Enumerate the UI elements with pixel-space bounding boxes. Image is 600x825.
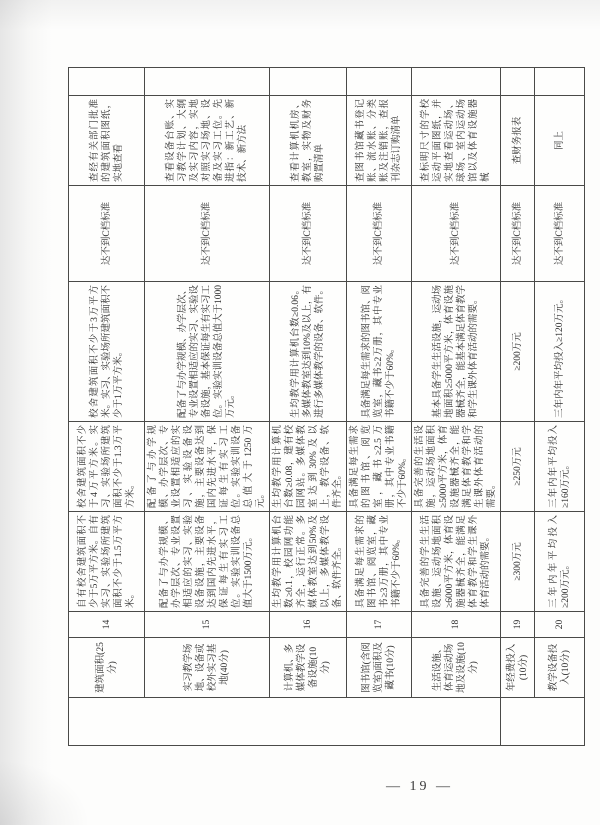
verification-method-cell: 查看计算机机房、教室，实物及财务购置清单 (270, 96, 347, 186)
grade-a-cell: 具备完善的学生生活设施、运动场地面积≥6000平方米，体育设施器械齐全，能满足体育教学和学生课外体育活动的需要。 (412, 512, 501, 612)
indicator-cell: 年经费投入(10分) (501, 638, 535, 698)
grade-c-cell: 校舍建筑面积不少于3万平方米。实习、实验场所建筑面积不少于1万平方米。 (69, 282, 145, 422)
below-c-standard-cell: 达不到C档标准 (145, 186, 270, 282)
scan-shadow-top (0, 0, 600, 30)
verification-method-cell: 查看设备台账、实习教学计划、大纲及实习内容，实地对照实习场地、设备及实习工位。先进指：新工艺、新技术、新方法 (145, 96, 270, 186)
row-number-cell: 17 (347, 612, 412, 638)
grade-b-cell: 具备完善的生活设施，运动场地面积≥5000平方米，体育设施器械齐全，能满足体育教学和学生课外体育活动的需要。 (412, 422, 501, 512)
verification-method-cell: 同上 (535, 96, 585, 186)
grade-c-cell: 基本具备学生生活设施，运动场地面积≥5000平方米，体育设施器械齐全，能基本满足体育教学和学生课外体育活动的需要。 (412, 282, 501, 422)
remarks-cell (347, 68, 412, 96)
remarks-cell (501, 68, 535, 96)
indicator-cell: 计算机、多媒体教学设备设施(10分) (270, 638, 347, 698)
below-c-standard-cell: 达不到C档标准 (69, 186, 145, 282)
row-number-cell: 20 (535, 612, 585, 638)
grade-a-cell: ≥300万元 (501, 512, 535, 612)
remarks-cell (535, 68, 585, 96)
scan-shadow-corner (0, 760, 90, 825)
below-c-standard-cell: 达不到C档标准 (501, 186, 535, 282)
verification-method-cell: 查标明尺寸的学校运动平面图纸，并实地查看运动场、球场、室内运动场馆以及体育设施器械 (412, 96, 501, 186)
grade-a-cell: 三年内年平均投入≥200万元。 (535, 512, 585, 612)
indicator-cell: 图书馆(含阅览室)面积及藏书(10分) (347, 638, 412, 698)
table-row-20 (535, 68, 585, 746)
remarks-cell (270, 68, 347, 96)
row-number-cell: 19 (501, 612, 535, 638)
grade-c-cell: 三年内年平均投入≥120万元。 (535, 282, 585, 422)
grade-a-cell: 生均教学用计算机台数≥0.1，校园网功能齐全，运行正常。多媒体教室达到50%及以上，多媒体教学设备、软件齐全。 (270, 512, 347, 612)
grade-b-cell: 配备了与办学规模、办学层次、专业设置相适应的实习、实验设备设施，主要设备达到国内先进水平，保证每生有实习工位。实验实训设备总值大于1250万元。 (145, 422, 270, 512)
grade-c-cell: 生均教学用计算机台数≥0.06。多媒体教室达到10%及以上，有进行多媒体教学的设备、软件。 (270, 282, 347, 422)
below-c-standard-cell: 达不到C档标准 (535, 186, 585, 282)
grade-a-cell: 配备了与办学规模、办学层次、专业设置相适应的实习、实验设备设施，主要设备达到国内先进水平，保证每生有实习工位。实验实训设备总值大于1500万元。 (145, 512, 270, 612)
grade-b-cell: 具备满足每生需求的图书馆、阅览室，藏书≥2.5万册，其中专业书籍不少于60%。 (347, 422, 412, 512)
grade-b-cell: 校舍建筑面积不少于4万平方米。实习、实验场所建筑面积不少于1.3万平方米。 (69, 422, 145, 512)
rotated-table-container (68, 68, 571, 746)
indicator-cell: 实习教学场地、设备或校外实习基地(40分) (145, 638, 270, 698)
table-row-16 (270, 68, 347, 746)
indicator-cell: 教学设备投入(10分) (535, 638, 585, 698)
table-row-19 (501, 68, 535, 746)
remarks-cell (69, 68, 145, 96)
indicator-cell: 生活设施、体育运动场地及设施(10分) (412, 638, 501, 698)
grade-b-cell: 三年内年平均投入≥160万元。 (535, 422, 585, 512)
table-row-17 (347, 68, 412, 746)
remarks-cell (145, 68, 270, 96)
remarks-cell (412, 68, 501, 96)
indicator-cell: 建筑面积(25分) (69, 638, 145, 698)
page-number: — 19 — (386, 779, 453, 794)
category-cell-upper (69, 698, 501, 746)
grade-c-cell: 具备满足每生需求的图书馆、阅览室，藏书≥2万册，其中专业书籍不少于60%。 (347, 282, 412, 422)
evaluation-criteria-table (68, 67, 585, 746)
table-row-18 (412, 68, 501, 746)
table-row-14 (69, 68, 145, 746)
category-cell-lower (501, 698, 585, 746)
row-number-cell: 14 (69, 612, 145, 638)
below-c-standard-cell: 达不到C档标准 (347, 186, 412, 282)
grade-a-cell: 具备满足每生需求的图书馆、阅览室，藏书≥3万册，其中专业书籍不少于60%。 (347, 512, 412, 612)
row-number-cell: 15 (145, 612, 270, 638)
scan-shadow-left (0, 0, 52, 825)
table-row-15 (145, 68, 270, 746)
row-number-cell: 16 (270, 612, 347, 638)
grade-a-cell: 自有校舍建筑面积不少于5万平方米。自有实习、实验场所建筑面积不少于1.5万平方米。 (69, 512, 145, 612)
grade-b-cell: ≥250万元 (501, 422, 535, 512)
below-c-standard-cell: 达不到C档标准 (412, 186, 501, 282)
grade-c-cell: 配备了与办学规模、办学层次、专业设置相适应的实习、实验设备设施，基本保证每生有实习工位。实验实训设备总值大于1000万元。 (145, 282, 270, 422)
row-number-cell: 18 (412, 612, 501, 638)
verification-method-cell: 查图书馆藏书登记账、流水账、分类账及注销账，查报刊杂志订购清单 (347, 96, 412, 186)
grade-c-cell: ≥200万元 (501, 282, 535, 422)
verification-method-cell: 查财务报表 (501, 96, 535, 186)
below-c-standard-cell: 达不到C档标准 (270, 186, 347, 282)
verification-method-cell: 查经有关部门批准的建筑面积图纸，实地查看 (69, 96, 145, 186)
grade-b-cell: 生均教学用计算机台数≥0.08，建有校园网站。多媒体教室达到30%及以上，教学设备、软件齐全。 (270, 422, 347, 512)
